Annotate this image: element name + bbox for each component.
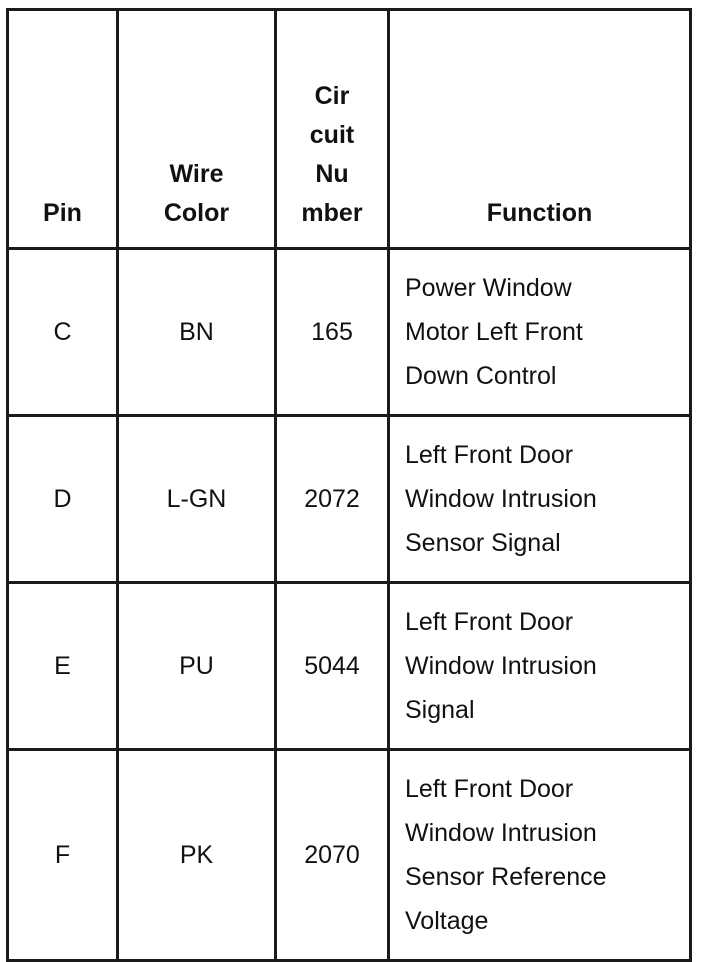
header-pin-line: Pin: [43, 199, 82, 227]
function-line: Signal: [405, 696, 475, 724]
header-function: [389, 10, 691, 249]
function-line: Down Control: [405, 362, 557, 390]
function-line: Left Front Door: [405, 441, 574, 469]
header-circuit-number-line: mber: [301, 199, 363, 227]
table-row-pin-d: [8, 416, 691, 583]
wire-color-cell: L-GN: [118, 416, 276, 583]
wire-color-cell: PU: [118, 583, 276, 750]
function-line: Left Front Door: [405, 608, 574, 636]
header-circuit-number-line: cuit: [309, 121, 355, 149]
header-circuit-number-line: Nu: [315, 160, 349, 188]
header-wire-color-line: Color: [163, 199, 230, 227]
pin-cell: E: [8, 583, 118, 750]
function-line: Window Intrusion: [405, 819, 597, 847]
pin-cell: D: [8, 416, 118, 583]
function-cell: [389, 249, 691, 416]
circuit-number-cell: 2072: [276, 416, 389, 583]
circuit-number-cell: 5044: [276, 583, 389, 750]
function-line: Sensor Signal: [405, 529, 561, 557]
table-row-pin-f: [8, 750, 691, 961]
header-row: [8, 10, 691, 249]
header-wire-color-line: Wire: [169, 160, 224, 188]
table-row-pin-e: [8, 583, 691, 750]
function-line: Window Intrusion: [405, 485, 597, 513]
function-line: Window Intrusion: [405, 652, 597, 680]
pin-cell: F: [8, 750, 118, 961]
header-wire-color: [118, 10, 276, 249]
circuit-number-cell: 2070: [276, 750, 389, 961]
function-line: Motor Left Front: [405, 318, 583, 346]
header-circuit-number: [276, 10, 389, 249]
function-line: Left Front Door: [405, 775, 574, 803]
table-row-pin-c: [8, 249, 691, 416]
connector-pinout-table: [6, 8, 692, 962]
function-cell: [389, 416, 691, 583]
header-function-line: Function: [486, 199, 593, 227]
pin-cell: C: [8, 249, 118, 416]
function-line: Power Window: [405, 274, 572, 302]
function-cell: [389, 583, 691, 750]
wire-color-cell: PK: [118, 750, 276, 961]
header-pin: [8, 10, 118, 249]
header-circuit-number-line: Cir: [314, 82, 350, 110]
circuit-number-cell: 165: [276, 249, 389, 416]
function-cell: [389, 750, 691, 961]
function-line: Voltage: [405, 907, 489, 935]
connector-pinout-table-wrapper: [6, 8, 692, 962]
function-line: Sensor Reference: [405, 863, 607, 891]
wire-color-cell: BN: [118, 249, 276, 416]
